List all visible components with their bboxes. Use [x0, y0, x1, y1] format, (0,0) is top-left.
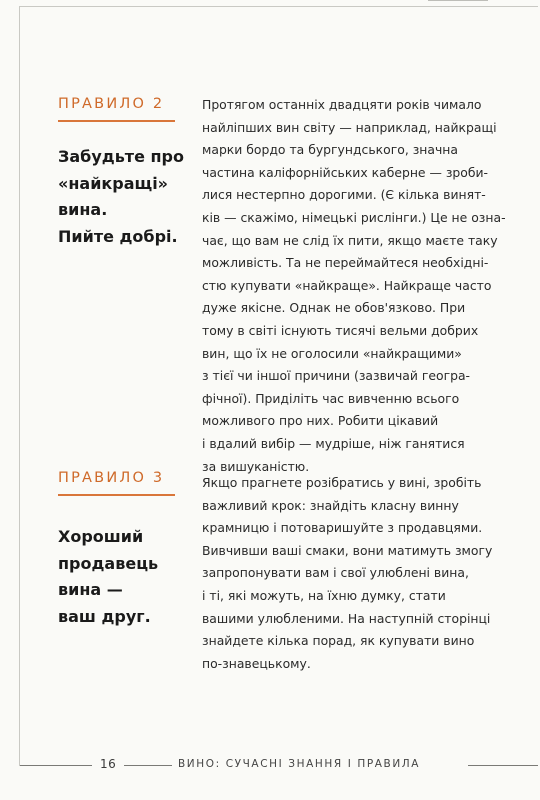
- rule-3-body-line: по-знавецькому.: [202, 655, 311, 671]
- rule-2-body-line: лися нестерпно дорогими. (Є кілька винят-: [202, 187, 486, 203]
- page-edge-top: [20, 6, 538, 7]
- footer-rule-left: [20, 765, 92, 766]
- rule-3-body-line: знайдете кілька порад, як купувати вино: [202, 633, 475, 649]
- rule-3-body-line: важливий крок: знайдіть класну винну: [202, 497, 459, 513]
- rule-2-body: [202, 94, 506, 478]
- footer-book-title: ВИНО: СУЧАСНІ ЗНАННЯ І ПРАВИЛА: [178, 758, 421, 770]
- rule-2-subtitle-line: Пийте добрі.: [58, 226, 178, 246]
- rule-3-subtitle: [58, 524, 176, 630]
- page-footer: [20, 757, 540, 773]
- footer-rule-middle: [124, 765, 172, 766]
- rule-3-body-line: вашими улюбленими. На наступній сторінці: [202, 610, 491, 626]
- rule-3-body-line: і ті, які можуть, на їхню думку, стати: [202, 587, 446, 603]
- footer-rule-right: [468, 765, 538, 766]
- rule-3-body-line: Якщо прагнете розібратись у вині, зробіть: [202, 475, 482, 490]
- rule-2-body-line: і вдалий вибір — мудріше, ніж ганятися: [202, 435, 465, 451]
- rule-2-underline: [58, 120, 175, 122]
- rule-2-body-line: дуже якісне. Однак не обов'язково. При: [202, 300, 466, 316]
- page-edge-left: [19, 6, 20, 766]
- rule-2-body-line: з тієї чи іншої причини (зазвичай геогра-: [202, 368, 471, 384]
- rule-2-body-line: марки бордо та бургундського, значна: [202, 142, 458, 158]
- rule-2-body-line: стю купувати «найкраще». Найкраще часто: [202, 277, 492, 293]
- rule-2-body-line: фічної). Приділіть час вивченню всього: [202, 390, 460, 406]
- scan-mark: [428, 0, 488, 1]
- rule-2-body-line: за вишуканістю.: [202, 458, 310, 474]
- page-number: 16: [100, 757, 117, 771]
- rule-2-body-line: ків — скажімо, німецькі рислінги.) Це не озна-: [202, 209, 506, 225]
- rule-2-body-line: можливість. Та не переймайтеся необхідні-: [202, 255, 489, 271]
- rule-2-body-line: Протягом останніх двадцяти років чимало: [202, 97, 482, 112]
- rule-3-underline: [58, 494, 175, 496]
- rule-3-subtitle-line: вина —: [58, 580, 123, 599]
- rule-3-body: [202, 472, 498, 675]
- rule-3-subtitle-line: Хороший: [58, 527, 144, 546]
- rule-3-body-line: крамницю і потоваришуйте з продавцями.: [202, 520, 483, 536]
- rule-2-body-line: тому в світі існують тисячі вельми добрих: [202, 322, 479, 338]
- rule-3-heading: ПРАВИЛО 3: [58, 470, 165, 486]
- rule-2-body-line: частина каліфорнійських каберне — зроби-: [202, 164, 489, 180]
- rule-3-body-line: Вивчивши ваші смаки, вони матимуть змогу: [202, 542, 493, 558]
- rule-2-body-line: найліпших вин світу — наприклад, найкращі: [202, 119, 497, 135]
- rule-2-subtitle: [58, 144, 184, 250]
- rule-2-body-line: можливого про них. Робити цікавий: [202, 413, 439, 429]
- rule-2-body-line: чає, що вам не слід їх пити, якщо маєте таку: [202, 232, 498, 248]
- rule-3-sidebar: [58, 470, 176, 630]
- rule-3-subtitle-line: ваш друг.: [58, 606, 151, 626]
- rule-2-body-line: вин, що їх не оголосили «найкращими»: [202, 345, 462, 361]
- rule-3-body-line: запропонувати вам і свої улюблені вина,: [202, 565, 469, 581]
- rule-2-heading: ПРАВИЛО 2: [58, 96, 165, 112]
- rule-2-subtitle-line: вина.: [58, 200, 108, 219]
- rule-2-sidebar: [58, 96, 184, 250]
- rule-2-subtitle-line: «найкращі»: [58, 173, 169, 193]
- rule-2-subtitle-line: Забудьте про: [58, 147, 184, 166]
- rule-3-subtitle-line: продавець: [58, 553, 159, 573]
